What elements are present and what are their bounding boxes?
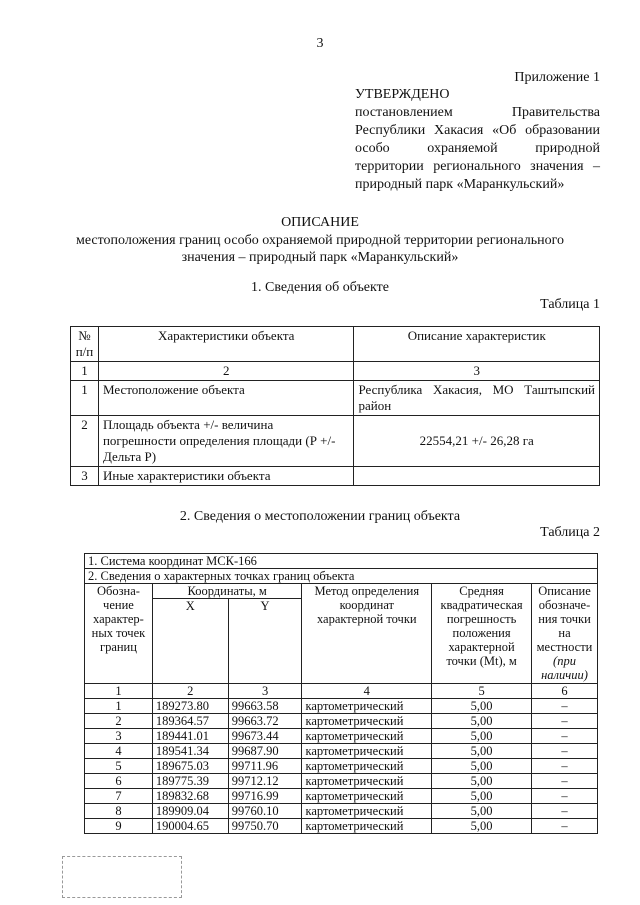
index-cell: 3 [354, 362, 600, 381]
point-description: – [532, 774, 598, 789]
point-x: 189541.34 [152, 744, 228, 759]
section2-title: 2. Сведения о местоположении границ объекта [179, 509, 461, 524]
point-x: 189441.01 [152, 729, 228, 744]
point-description: – [532, 759, 598, 774]
point-number: 1 [85, 699, 153, 714]
point-y: 99687.90 [228, 744, 302, 759]
point-accuracy: 5,00 [432, 729, 532, 744]
table-row [71, 467, 600, 486]
point-method: картометрический [302, 774, 432, 789]
point-y: 99716.99 [228, 789, 302, 804]
header-point-description [532, 584, 598, 684]
table-row [71, 381, 600, 416]
table-row [85, 789, 598, 804]
point-y: 99673.44 [228, 729, 302, 744]
index-cell: 5 [432, 684, 532, 699]
table-row [85, 744, 598, 759]
points-title: 2. Сведения о характерных точках границ объекта [85, 569, 598, 584]
header-num: № п/п [71, 327, 99, 362]
point-x: 189675.03 [152, 759, 228, 774]
object-info-table [70, 326, 600, 486]
point-description: – [532, 744, 598, 759]
table-header-row [71, 327, 600, 362]
index-cell: 2 [152, 684, 228, 699]
row-characteristic: Иные характеристики объекта [98, 467, 354, 486]
point-x: 189273.80 [152, 699, 228, 714]
row-characteristic: Площадь объекта +/- величина погрешности определения площади (Р +/- Дельта Р) [98, 416, 354, 467]
point-accuracy: 5,00 [432, 804, 532, 819]
point-method: картометрический [302, 744, 432, 759]
point-description: – [532, 714, 598, 729]
approval-text: постановлением Правительства Республики Хакасия «Об образовании особо охраняемой природной территории регионального значения – природный парк «Маранкульский» [355, 105, 600, 192]
table-row [71, 416, 600, 467]
approval-block [355, 86, 600, 194]
point-description: – [532, 819, 598, 834]
index-cell: 4 [302, 684, 432, 699]
row-num: 1 [71, 381, 99, 416]
coord-system: 1. Система координат МСК-166 [85, 554, 598, 569]
document-subtitle-line2: значения – природный парк «Маранкульский» [181, 250, 459, 265]
boundary-points-table [84, 553, 598, 834]
point-number: 8 [85, 804, 153, 819]
approval-title: УТВЕРЖДЕНО [355, 87, 450, 102]
row-characteristic: Местоположение объекта [98, 381, 354, 416]
point-accuracy: 5,00 [432, 819, 532, 834]
header-designation: Обозна-чение характер-ных точек границ [85, 584, 153, 684]
point-y: 99711.96 [228, 759, 302, 774]
points-body [85, 699, 598, 834]
point-method: картометрический [302, 714, 432, 729]
table-header-row [85, 584, 598, 599]
header-coords: Координаты, м [152, 584, 302, 599]
point-method: картометрический [302, 819, 432, 834]
point-y: 99760.10 [228, 804, 302, 819]
header-characteristic: Характеристики объекта [98, 327, 354, 362]
index-cell: 1 [85, 684, 153, 699]
table-row [85, 819, 598, 834]
header-x: X [152, 599, 228, 684]
header-accuracy: Средняя квадратическая погрешность положения характерной точки (Mt), м [432, 584, 532, 684]
annex-label: Приложение 1 [514, 70, 600, 85]
page-number: 3 [316, 36, 324, 51]
point-y: 99663.72 [228, 714, 302, 729]
point-accuracy: 5,00 [432, 744, 532, 759]
document-title: ОПИСАНИЕ [281, 215, 359, 230]
point-number: 4 [85, 744, 153, 759]
index-cell: 1 [71, 362, 99, 381]
row-description: 22554,21 +/- 26,28 га [354, 416, 600, 467]
point-x: 189909.04 [152, 804, 228, 819]
table-row [85, 774, 598, 789]
table-row [85, 759, 598, 774]
point-description: – [532, 789, 598, 804]
point-description: – [532, 804, 598, 819]
point-x: 189364.57 [152, 714, 228, 729]
point-accuracy: 5,00 [432, 759, 532, 774]
table1-label: Таблица 1 [540, 297, 600, 312]
point-number: 5 [85, 759, 153, 774]
point-y: 99750.70 [228, 819, 302, 834]
point-method: картометрический [302, 804, 432, 819]
point-y: 99712.12 [228, 774, 302, 789]
table-row [85, 699, 598, 714]
point-method: картометрический [302, 699, 432, 714]
table-index-row [71, 362, 600, 381]
point-number: 7 [85, 789, 153, 804]
point-description: – [532, 699, 598, 714]
point-method: картометрический [302, 729, 432, 744]
point-x: 189832.68 [152, 789, 228, 804]
point-method: картометрический [302, 789, 432, 804]
header-method: Метод определения координат характерной точки [302, 584, 432, 684]
document-subtitle-line1: местоположения границ особо охраняемой природной территории регионального [75, 233, 565, 248]
index-cell: 2 [98, 362, 354, 381]
registration-stamp [62, 856, 182, 898]
point-accuracy: 5,00 [432, 714, 532, 729]
index-cell: 6 [532, 684, 598, 699]
row-description [354, 467, 600, 486]
point-y: 99663.58 [228, 699, 302, 714]
point-x: 190004.65 [152, 819, 228, 834]
point-description: – [532, 729, 598, 744]
point-accuracy: 5,00 [432, 774, 532, 789]
table-row [85, 714, 598, 729]
point-number: 3 [85, 729, 153, 744]
point-method: картометрический [302, 759, 432, 774]
table-row [85, 729, 598, 744]
section1-title: 1. Сведения об объекте [251, 280, 389, 295]
row-num: 2 [71, 416, 99, 467]
point-x: 189775.39 [152, 774, 228, 789]
point-accuracy: 5,00 [432, 789, 532, 804]
index-cell: 3 [228, 684, 302, 699]
coord-system-row [85, 554, 598, 569]
table2-label: Таблица 2 [540, 525, 600, 540]
header-description: Описание характеристик [354, 327, 600, 362]
header-y: Y [228, 599, 302, 684]
row-description: Республика Хакасия, МО Таштыпский район [354, 381, 600, 416]
point-number: 9 [85, 819, 153, 834]
table-index-row [85, 684, 598, 699]
header-description-main: Описание обозначе-ния точки на местности [536, 584, 593, 654]
point-accuracy: 5,00 [432, 699, 532, 714]
points-title-row [85, 569, 598, 584]
table-row [85, 804, 598, 819]
point-number: 2 [85, 714, 153, 729]
point-number: 6 [85, 774, 153, 789]
header-description-note: (при наличии) [541, 654, 588, 682]
row-num: 3 [71, 467, 99, 486]
